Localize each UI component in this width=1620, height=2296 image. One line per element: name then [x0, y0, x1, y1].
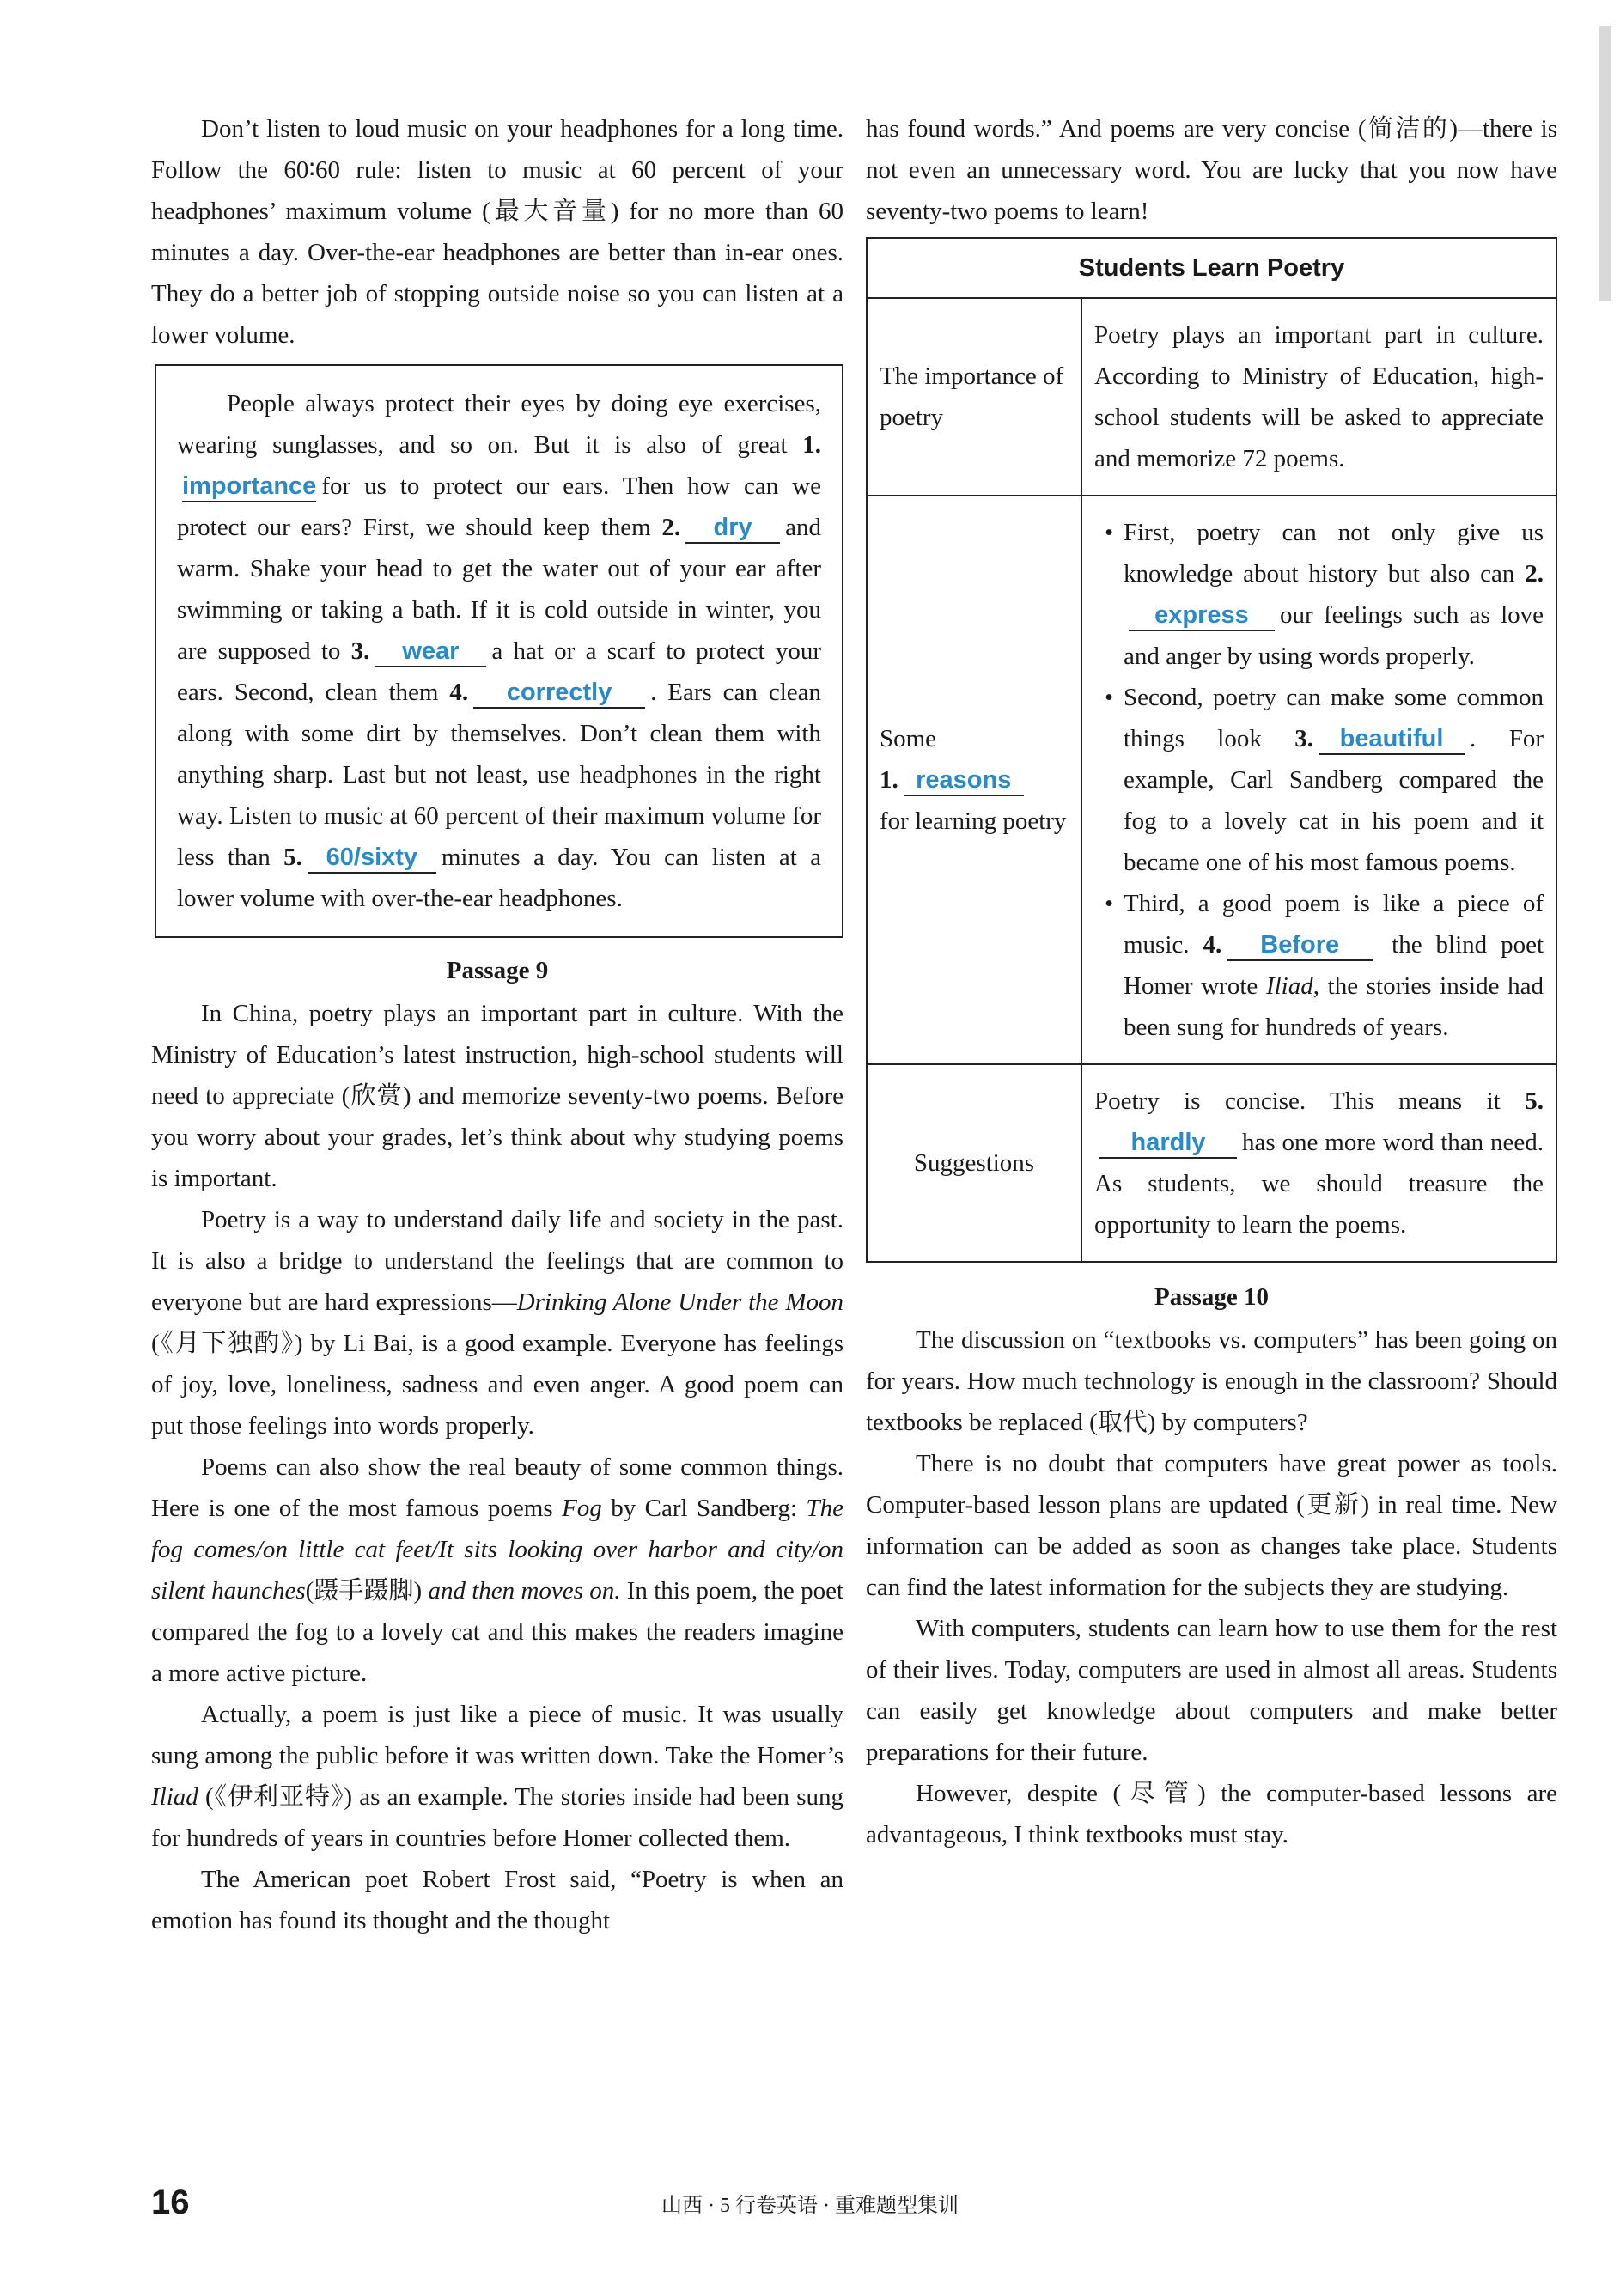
passage-9-para-2	[151, 1199, 843, 1446]
summary-box	[155, 364, 843, 938]
table-answer-4: Before	[1227, 930, 1373, 961]
blank-number: 5.	[1525, 1087, 1544, 1115]
cell-text: Poetry is concise. This means it	[1094, 1087, 1501, 1115]
right-column	[866, 108, 1557, 1855]
table-row	[867, 298, 1556, 496]
bullet-text: the blind poet Homer wrote	[1124, 931, 1544, 1000]
poem-title: Iliad	[1265, 972, 1313, 1000]
bullet-item	[1094, 883, 1544, 1048]
summary-text: minutes a day. You can listen at a lower volume with over-the-ear headphones.	[177, 843, 821, 912]
answer-blank-5: 60/sixty	[308, 843, 436, 874]
para-text: (蹑手蹑脚)	[305, 1577, 429, 1605]
answer-blank-2: dry	[685, 513, 780, 544]
blank-number: 1.	[802, 431, 822, 459]
page-footer: 山西 · 5 行卷英语 · 重难题型集训	[661, 2195, 959, 2217]
summary-text: a hat or a scarf to protect your ears. Second, clean them	[177, 637, 821, 706]
table-answer-3: beautiful	[1319, 724, 1465, 755]
poem-quote: and then moves on.	[428, 1577, 621, 1605]
passage-10-para-3: With computers, students can learn how to use them for the rest of their lives. Today, computers are used in almost all areas. Students can easily get knowledge about computers and make better preparations for their future.	[866, 1615, 1557, 1766]
para-text: In this poem, the poet compared the fog to a lovely cat and this makes the readers imagine a more active picture.	[151, 1577, 843, 1687]
page-edge-bar	[1599, 26, 1611, 301]
para-text: Poetry is a way to understand daily life and society in the past. It is also a bridge to understand the feelings that are common to everyone but are hard expressions—	[151, 1206, 843, 1316]
table-answer-1: reasons	[904, 765, 1024, 796]
summary-text: for us to protect our ears. Then how can we protect our ears? First, we should keep them	[177, 472, 821, 541]
poem-quote: The fog comes/on little cat feet/It sits looking over harbor and city/on silent haunches	[151, 1495, 843, 1605]
answer-blank-1: importance	[182, 472, 316, 502]
label-text: for learning poetry	[880, 807, 1067, 835]
blank-number: 1.	[880, 766, 898, 794]
blank-number: 3.	[350, 637, 370, 665]
bullet-item	[1094, 677, 1544, 883]
bullet-text: , the stories inside had been sung for hundreds of years.	[1124, 972, 1544, 1041]
passage-9-para-4	[151, 1694, 843, 1859]
blank-number: 4.	[1203, 931, 1222, 959]
poem-title: Fog	[562, 1495, 602, 1522]
bullet-text: . For example, Carl Sandberg compared the fog to a lovely cat in his poem and it became one of his most famous poems.	[1124, 725, 1544, 876]
poem-title: Drinking Alone Under the Moon	[516, 1288, 843, 1316]
answer-blank-3: wear	[375, 636, 486, 667]
table-title: Students Learn Poetry	[867, 238, 1556, 298]
bullet-text: First, poetry can not only give us knowledge about history but also can	[1124, 519, 1544, 588]
bullet-text: Third, a good poem is like a piece of music.	[1124, 890, 1544, 959]
para-text: Actually, a poem is just like a piece of music. It was usually sung among the public before it was written down. Take the Homer’s	[151, 1701, 843, 1769]
table-row-content	[1081, 1064, 1556, 1262]
passage-9-para-1: In China, poetry plays an important part in culture. With the Ministry of Education’s latest instruction, high-school students will need to appreciate (欣赏) and memorize seventy-two poems. Before you worry about your grades, let’s think about why studying poems is important.	[151, 1000, 843, 1192]
passage-10-para-2: There is no doubt that computers have great power as tools. Computer-based lesson plans are updated (更新) in real time. New information can be added as soon as changes take place. Students can find the latest information for the subjects they are studying.	[866, 1450, 1557, 1601]
passage-9-para-5: The American poet Robert Frost said, “Poetry is when an emotion has found its thought and the thought	[151, 1866, 843, 1934]
table-answer-2: express	[1129, 600, 1275, 631]
table-answer-5: hardly	[1099, 1128, 1237, 1159]
para-text: (《月下独酌》) by Li Bai, is a good example. Everyone has feelings of joy, love, loneliness, sadness and even anger. A good poem can put those feelings into words properly.	[151, 1330, 843, 1440]
blank-number: 4.	[449, 679, 469, 706]
intro-paragraph: Don’t listen to loud music on your headphones for a long time. Follow the 60∶60 rule: listen to music at 60 percent of your headphones’ maximum volume (最大音量) for no more than 60 minutes a day. Over-the-ear headphones are better than in-ear ones. They do a better job of stopping outside noise so you can listen at a lower volume.	[151, 115, 843, 349]
table-row-content: Poetry plays an important part in culture. According to Ministry of Education, high-school students will be asked to appreciate and memorize 72 poems.	[1081, 298, 1556, 496]
summary-paragraph	[177, 383, 821, 919]
para-text: by Carl Sandberg:	[601, 1495, 807, 1522]
summary-text: People always protect their eyes by doing eye exercises, wearing sunglasses, and so on. But it is also of great	[177, 390, 821, 459]
table-row-label: Suggestions	[867, 1064, 1081, 1262]
blank-number: 2.	[1525, 560, 1544, 588]
poetry-table	[866, 237, 1557, 1263]
table-row	[867, 496, 1556, 1064]
summary-text: . Ears can clean along with some dirt by themselves. Don’t clean them with anything sharp. Last but not least, use headphones in the right way. Listen to music at 60 percent of their maximum volume for less than	[177, 679, 821, 871]
para-text: Poems can also show the real beauty of some common things. Here is one of the most famous poems	[151, 1453, 843, 1522]
para-text: (《伊利亚特》) as an example. The stories inside had been sung for hundreds of years in countries before Homer collected them.	[151, 1783, 843, 1852]
summary-text: and warm. Shake your head to get the water out of your ear after swimming or taking a bath. If it is cold outside in winter, you are supposed to	[177, 514, 821, 665]
passage-10-title: Passage 10	[1154, 1283, 1269, 1311]
blank-number: 5.	[283, 843, 302, 871]
table-row	[867, 1064, 1556, 1262]
bullet-text: our feelings such as love and anger by using words properly.	[1124, 601, 1544, 670]
answer-blank-4: correctly	[473, 678, 645, 709]
table-row-label: The importance of poetry	[867, 298, 1081, 496]
table-row-label	[867, 496, 1081, 1064]
passage-9-title: Passage 9	[446, 957, 549, 984]
cell-text: has one more word than need. As students, we should treasure the opportunity to learn the poems.	[1094, 1129, 1544, 1239]
label-text: Some	[880, 725, 937, 752]
bullet-item	[1094, 512, 1544, 677]
blank-number: 2.	[661, 514, 681, 541]
table-row-content	[1081, 496, 1556, 1064]
passage-10-para-1: The discussion on “textbooks vs. computers” has been going on for years. How much technology is enough in the classroom? Should textbooks be replaced (取代) by computers?	[866, 1326, 1557, 1436]
passage-9-para-3	[151, 1446, 843, 1694]
poem-title: Iliad	[151, 1783, 198, 1811]
passage-10-para-4: However, despite (尽管) the computer-based lessons are advantageous, I think textbooks must stay.	[866, 1780, 1557, 1848]
bullet-text: Second, poetry can make some common things look	[1124, 684, 1544, 752]
blank-number: 3.	[1294, 725, 1314, 752]
left-column	[151, 108, 843, 1941]
page-number: 16	[151, 2183, 190, 2221]
passage-9-continuation: has found words.” And poems are very concise (简洁的)—there is not even an unnecessary word. You are lucky that you now have seventy-two poems to learn!	[866, 115, 1557, 225]
